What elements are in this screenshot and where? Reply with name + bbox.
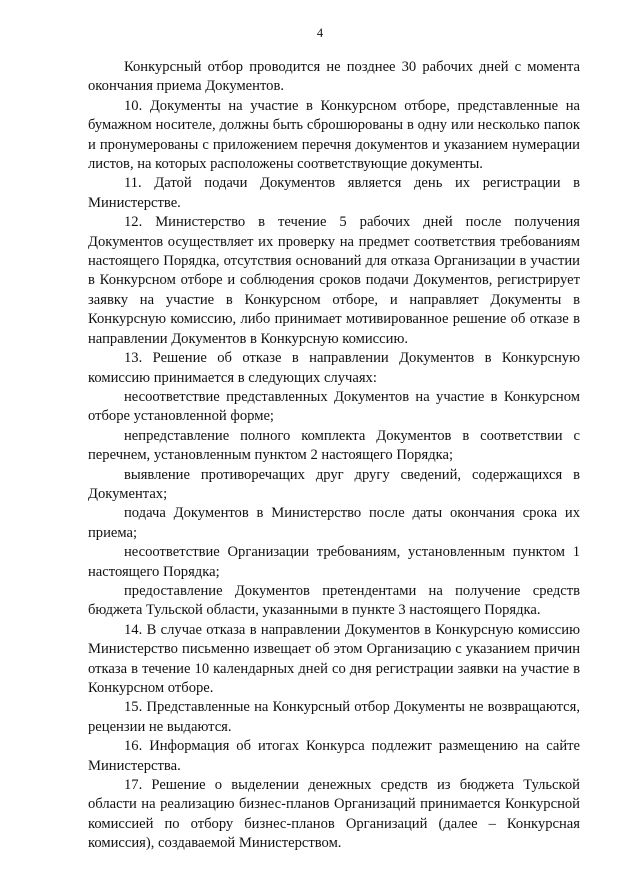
- paragraph-14: 14. В случае отказа в направлении Документов в Конкурсную комиссию Министерство письменно извещает об этом Организацию с указанием причин отказа в течение 10 календарных дней со дня регистрации заявки на участие в Конкурсном отборе.: [88, 621, 580, 696]
- paragraph-15: 15. Представленные на Конкурсный отбор Документы не возвращаются, рецензии не выдаются.: [88, 699, 580, 735]
- refusal-case-3: выявление противоречащих друг другу сведений, содержащихся в Документах;: [88, 466, 580, 502]
- page-number: 4: [316, 26, 324, 40]
- refusal-case-2: непредставление полного комплекта Документов в соответствии с перечнем, установленным пунктом 2 настоящего Порядка;: [88, 427, 580, 464]
- paragraph-16: 16. Информация об итогах Конкурса подлежит размещению на сайте Министерства.: [88, 738, 580, 774]
- refusal-case-5: несоответствие Организации требованиям, установленным пунктом 1 настоящего Порядка;: [88, 544, 580, 580]
- refusal-case-4: подача Документов в Министерство после даты окончания срока их приема;: [88, 505, 580, 541]
- paragraph-17: 17. Решение о выделении денежных средств из бюджета Тульской области на реализацию бизнес-планов Организаций принимается Конкурсной комиссией по отбору бизнес-планов Организаций (далее – Конкурсная комиссия), создаваемой Министерством.: [88, 777, 580, 852]
- document-body: [88, 58, 580, 854]
- refusal-case-1: несоответствие представленных Документов на участие в Конкурсном отборе установленной форме;: [88, 388, 580, 425]
- paragraph-12: 12. Министерство в течение 5 рабочих дней после получения Документов осуществляет их проверку на предмет соответствия требованиям настоящего Порядка, отсутствия оснований для отказа Организации в участии в Конкурсном отборе и соблюдения сроков подачи Документов, регистрирует заявку на участие в Конкурсном отборе, и направляет Документы в Конкурсную комиссию, либо принимает мотивированное решение об отказе в направлении Документов в Конкурсную комиссию.: [88, 214, 580, 347]
- refusal-case-6: предоставление Документов претендентами на получение средств бюджета Тульской области, указанными в пункте 3 настоящего Порядка.: [88, 582, 580, 619]
- paragraph-deadline: Конкурсный отбор проводится не позднее 30 рабочих дней с момента окончания приема Документов.: [88, 59, 580, 95]
- paragraph-13: 13. Решение об отказе в направлении Документов в Конкурсную комиссию принимается в следующих случаях:: [88, 350, 580, 386]
- paragraph-10: 10. Документы на участие в Конкурсном отборе, представленные на бумажном носителе, должны быть сброшюрованы в одну или несколько папок и пронумерованы с приложением перечня документов и указанием нумерации листов, на которых расположены соответствующие документы.: [88, 97, 580, 173]
- paragraph-11: 11. Датой подачи Документов является день их регистрации в Министерстве.: [88, 175, 580, 211]
